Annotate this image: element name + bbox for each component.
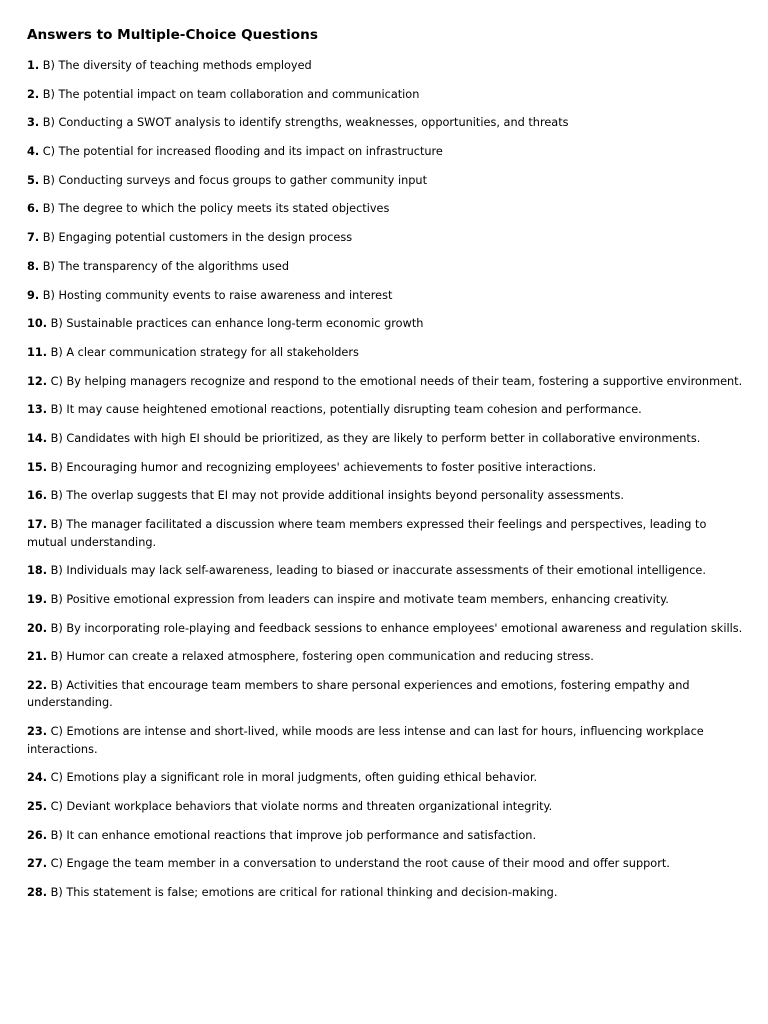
page-title: Answers to Multiple-Choice Questions bbox=[27, 27, 318, 43]
answer-number: 8. bbox=[27, 259, 40, 273]
answer-item bbox=[27, 373, 744, 391]
answer-number: 15. bbox=[27, 460, 48, 474]
answer-text: B) The transparency of the algorithms used bbox=[42, 259, 290, 273]
answer-text: B) The potential impact on team collaboration and communication bbox=[42, 87, 420, 101]
answer-number: 2. bbox=[27, 87, 40, 101]
answer-number: 20. bbox=[27, 621, 48, 635]
answer-item bbox=[27, 143, 744, 161]
answer-number: 18. bbox=[27, 564, 48, 578]
answer-number: 19. bbox=[27, 592, 48, 606]
answer-text: B) Conducting surveys and focus groups to gather community input bbox=[42, 173, 427, 187]
answer-text: B) A clear communication strategy for all stakeholders bbox=[50, 345, 359, 359]
answer-number: 1. bbox=[27, 59, 40, 72]
answer-item bbox=[27, 114, 744, 132]
answer-number: 23. bbox=[27, 725, 48, 739]
answer-item bbox=[27, 648, 744, 666]
answer-number: 22. bbox=[27, 678, 48, 692]
answer-text: C) Engage the team member in a conversation to understand the root cause of their mood and offer support. bbox=[50, 857, 670, 871]
answer-text: B) The overlap suggests that EI may not provide additional insights beyond personality assessments. bbox=[50, 489, 624, 503]
answer-number: 11. bbox=[27, 345, 48, 359]
answer-text: B) Sustainable practices can enhance long-term economic growth bbox=[50, 317, 424, 331]
answer-item bbox=[27, 401, 744, 419]
answer-text: B) It can enhance emotional reactions that improve job performance and satisfaction. bbox=[50, 828, 537, 842]
answer-item bbox=[27, 620, 744, 638]
answer-item bbox=[27, 516, 744, 551]
answer-number: 21. bbox=[27, 650, 48, 664]
answer-item bbox=[27, 172, 744, 190]
answer-number: 16. bbox=[27, 489, 48, 503]
answer-number: 4. bbox=[27, 145, 40, 159]
answer-number: 5. bbox=[27, 173, 40, 187]
answer-list bbox=[27, 57, 744, 902]
answer-item bbox=[27, 723, 744, 758]
answer-text: B) Encouraging humor and recognizing employees' achievements to foster positive interactions. bbox=[50, 460, 597, 474]
answer-text: C) By helping managers recognize and respond to the emotional needs of their team, fostering a supportive environment. bbox=[50, 374, 743, 388]
answer-item bbox=[27, 344, 744, 362]
answer-number: 9. bbox=[27, 288, 40, 302]
answer-text: B) Humor can create a relaxed atmosphere, fostering open communication and reducing stress. bbox=[50, 650, 594, 664]
answer-text: B) Individuals may lack self-awareness, leading to biased or inaccurate assessments of their emotional intelligence. bbox=[50, 564, 706, 578]
answer-item bbox=[27, 562, 744, 580]
answer-item bbox=[27, 57, 744, 75]
answer-text: B) The manager facilitated a discussion where team members expressed their feelings and perspectives, leading to mutual understanding. bbox=[27, 518, 707, 549]
answer-item bbox=[27, 229, 744, 247]
answer-number: 26. bbox=[27, 828, 48, 842]
answer-number: 10. bbox=[27, 317, 48, 331]
answer-item bbox=[27, 884, 744, 902]
answer-text: B) Hosting community events to raise awareness and interest bbox=[42, 288, 393, 302]
answer-item bbox=[27, 487, 744, 505]
answer-number: 12. bbox=[27, 374, 48, 388]
answer-number: 6. bbox=[27, 202, 40, 216]
answer-text: C) Emotions are intense and short-lived, while moods are less intense and can last for hours, influencing workplace interactions. bbox=[27, 725, 704, 756]
answer-item bbox=[27, 827, 744, 845]
answer-text: B) Activities that encourage team members to share personal experiences and emotions, fostering empathy and understanding. bbox=[27, 678, 690, 710]
answer-item bbox=[27, 855, 744, 873]
answer-text: B) By incorporating role-playing and feedback sessions to enhance employees' emotional awareness and regulation skills. bbox=[50, 621, 743, 635]
answer-number: 28. bbox=[27, 886, 48, 900]
answer-item bbox=[27, 591, 744, 609]
answer-item bbox=[27, 769, 744, 787]
answer-text: B) Engaging potential customers in the design process bbox=[42, 231, 353, 245]
answer-number: 27. bbox=[27, 857, 48, 871]
answer-item bbox=[27, 258, 744, 276]
answer-item bbox=[27, 86, 744, 104]
answer-number: 3. bbox=[27, 116, 40, 130]
answer-item bbox=[27, 315, 744, 333]
answer-number: 13. bbox=[27, 403, 48, 417]
answer-text: B) The degree to which the policy meets its stated objectives bbox=[42, 202, 390, 216]
answer-number: 14. bbox=[27, 431, 48, 445]
answer-item bbox=[27, 430, 744, 448]
answer-number: 24. bbox=[27, 771, 48, 785]
answer-number: 25. bbox=[27, 800, 48, 813]
answer-text: B) This statement is false; emotions are critical for rational thinking and decision-making. bbox=[50, 886, 558, 900]
answer-number: 7. bbox=[27, 231, 40, 245]
answer-text: B) Positive emotional expression from leaders can inspire and motivate team members, enhancing creativity. bbox=[50, 592, 669, 606]
answer-text: C) The potential for increased flooding and its impact on infrastructure bbox=[42, 145, 443, 159]
answer-item bbox=[27, 200, 744, 218]
answer-text: C) Emotions play a significant role in moral judgments, often guiding ethical behavior. bbox=[50, 771, 538, 785]
answer-number: 17. bbox=[27, 518, 48, 531]
answer-text: B) The diversity of teaching methods employed bbox=[42, 59, 312, 72]
answer-item bbox=[27, 459, 744, 477]
answer-item bbox=[27, 798, 744, 816]
answer-text: C) Deviant workplace behaviors that violate norms and threaten organizational integrity. bbox=[50, 800, 553, 813]
answer-text: B) It may cause heightened emotional reactions, potentially disrupting team cohesion and performance. bbox=[50, 403, 642, 417]
answer-text: B) Conducting a SWOT analysis to identify strengths, weaknesses, opportunities, and threats bbox=[42, 116, 569, 130]
answer-text: B) Candidates with high EI should be prioritized, as they are likely to perform better in collaborative environments. bbox=[50, 431, 701, 445]
answer-item bbox=[27, 287, 744, 305]
answer-item bbox=[27, 677, 744, 712]
